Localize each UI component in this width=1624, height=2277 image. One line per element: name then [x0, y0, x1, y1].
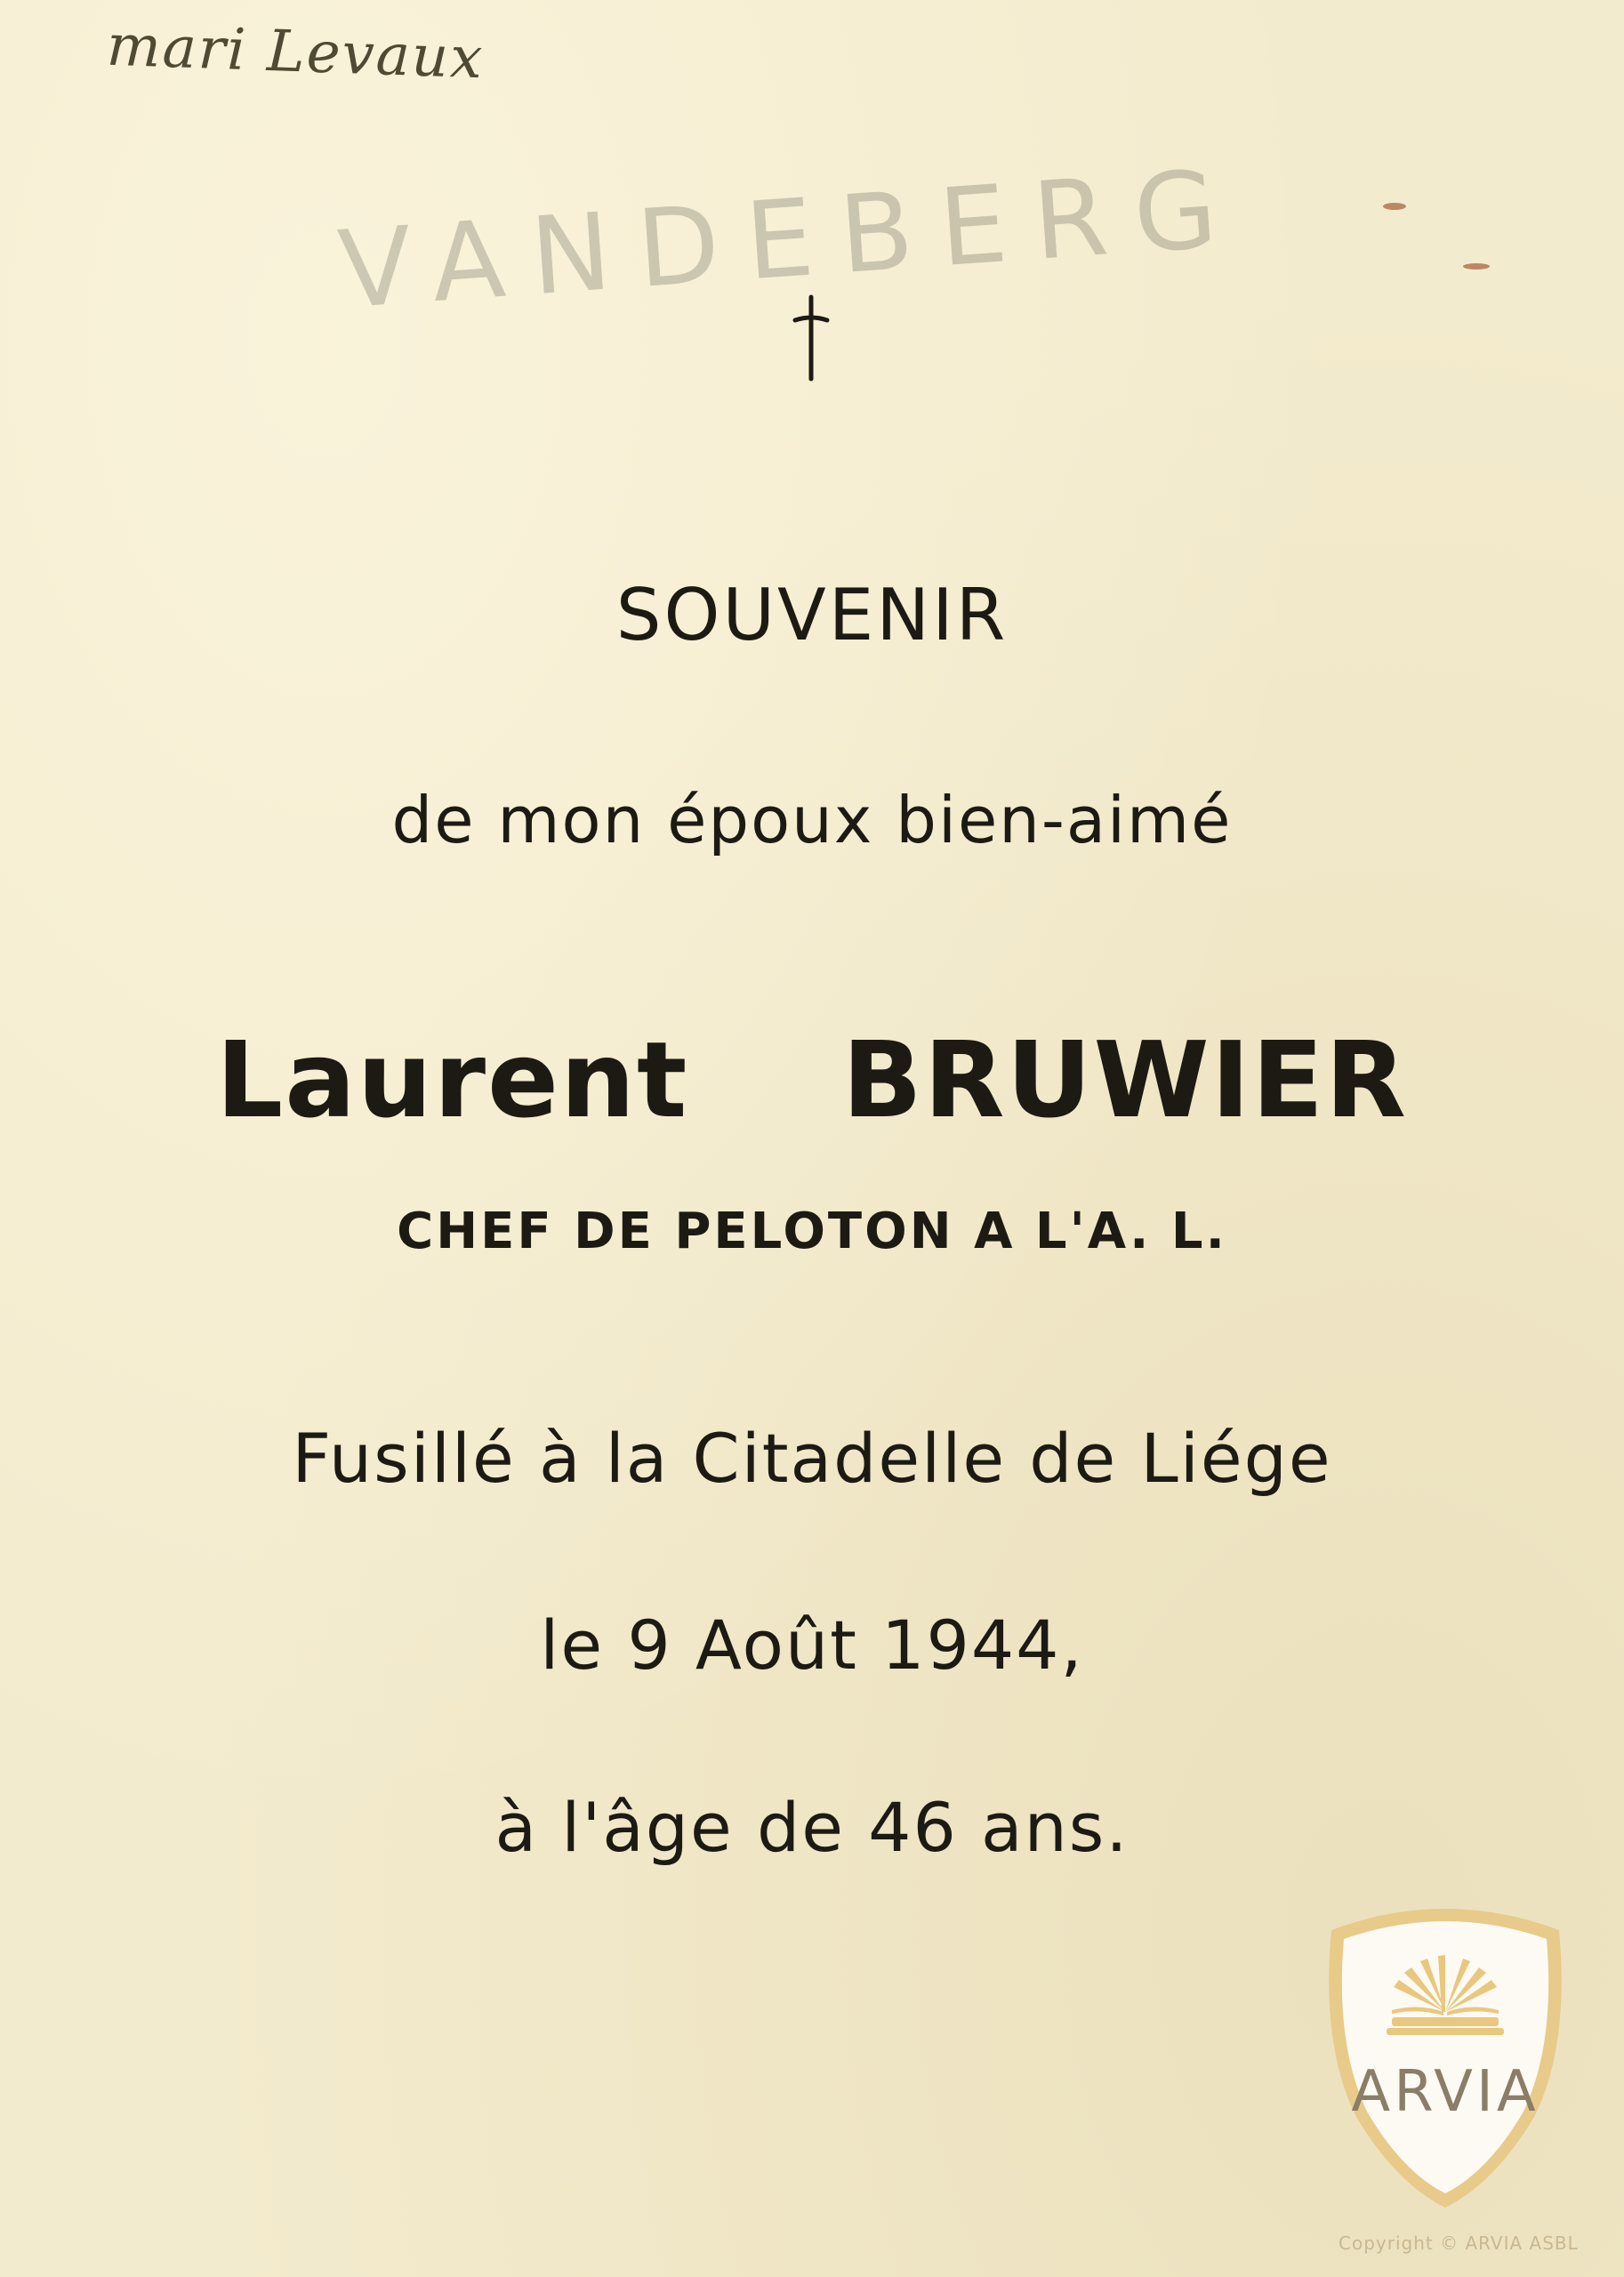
date-line: le 9 Août 1944,	[540, 1605, 1084, 1685]
last-name: BRUWIER	[841, 1018, 1408, 1141]
rust-spot	[1383, 203, 1406, 210]
arvia-logo-text: ARVIA	[1351, 2059, 1540, 2125]
card-title: SOUVENIR	[615, 574, 1009, 656]
latin-cross-icon	[792, 294, 831, 382]
execution-line: Fusillé à la Citadelle de Liége	[292, 1419, 1332, 1498]
arvia-shield-logo	[1312, 1895, 1579, 2215]
rank-line: CHEF DE PELOTON A L'A. L.	[397, 1203, 1227, 1260]
name-gap	[728, 1018, 804, 1141]
handwritten-note: mari Levaux	[105, 12, 486, 93]
copyright-notice: Copyright © ARVIA ASBL	[1339, 2233, 1579, 2254]
card-subtitle: de mon époux bien-aimé	[391, 783, 1233, 857]
age-line: à l'âge de 46 ans.	[494, 1788, 1130, 1867]
deceased-name	[0, 1018, 1624, 1141]
first-name: Laurent	[216, 1018, 689, 1141]
pencil-note: VANDEBERG	[334, 146, 1248, 334]
rust-spot	[1463, 263, 1490, 270]
